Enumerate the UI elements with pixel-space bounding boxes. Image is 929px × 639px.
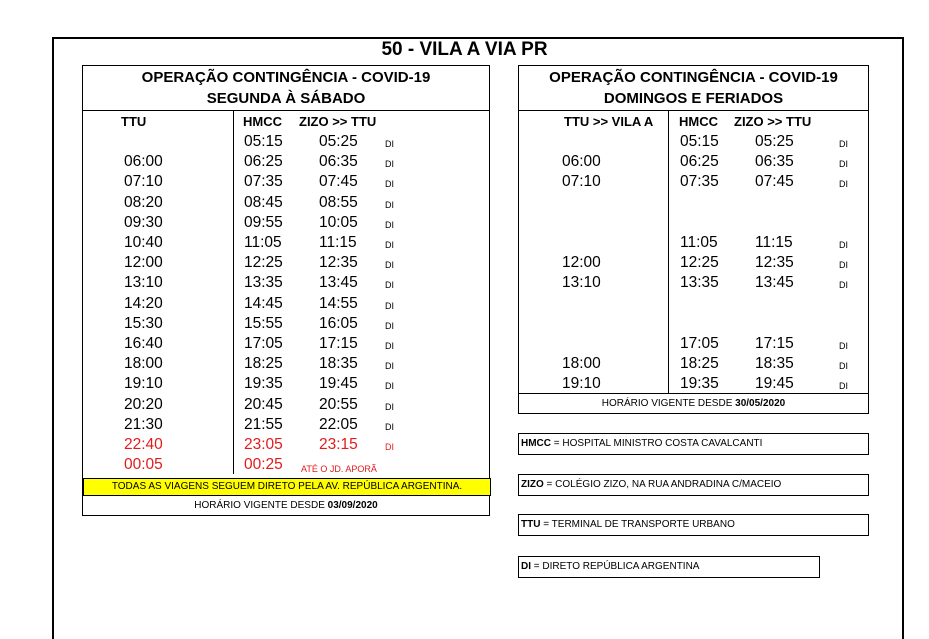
legend-ttu — [518, 514, 869, 536]
hmcc-time: 06:25 — [244, 153, 283, 171]
hmcc-time: 08:45 — [244, 193, 283, 211]
valid-prefix: HORÁRIO VIGENTE DESDE — [601, 398, 736, 409]
hmcc-time: 17:05 — [680, 335, 719, 352]
zizo-time: 11:15 — [319, 234, 357, 251]
hmcc-time: 14:45 — [244, 294, 283, 312]
col-header-ttu: TTU — [121, 114, 147, 129]
legend-key: HMCC — [521, 438, 551, 449]
weekend-schedule — [518, 65, 869, 414]
route-tag: DI — [385, 341, 394, 351]
table-row — [83, 273, 489, 293]
legend-key: TTU — [521, 519, 541, 530]
legend-text: = HOSPITAL MINISTRO COSTA CAVALCANTI — [551, 438, 763, 449]
zizo-time: 18:35 — [755, 355, 794, 373]
route-tag: DI — [385, 401, 394, 412]
table-row — [519, 172, 868, 192]
table-row — [83, 314, 489, 334]
ttu-time: 12:00 — [124, 254, 163, 272]
table-row — [83, 132, 489, 152]
hmcc-time: 09:55 — [244, 213, 283, 231]
ttu-time: 06:00 — [124, 153, 163, 171]
table-row — [83, 253, 489, 273]
route-tag: DI — [839, 341, 848, 351]
ttu-time: 10:40 — [124, 234, 163, 251]
hmcc-time: 12:25 — [680, 254, 719, 272]
hmcc-time: 05:15 — [680, 133, 719, 150]
legend-hmcc — [518, 433, 869, 455]
table-row — [83, 152, 489, 172]
ttu-time: 19:10 — [124, 375, 163, 393]
route-tag: DI — [385, 240, 394, 250]
zizo-time: 10:05 — [319, 213, 358, 231]
table-row — [519, 193, 868, 213]
col-header-hmcc: HMCC — [243, 114, 282, 129]
ttu-time: 18:00 — [562, 355, 601, 373]
hmcc-time: 19:35 — [680, 375, 719, 393]
table-row — [83, 435, 489, 455]
table-row — [519, 294, 868, 314]
table-row — [83, 354, 489, 374]
ttu-time: 07:10 — [124, 173, 163, 191]
hmcc-time: 13:35 — [244, 274, 283, 292]
zizo-time: 16:05 — [319, 314, 358, 332]
ttu-time: 09:30 — [124, 213, 163, 231]
route-tag: DI — [839, 361, 848, 372]
zizo-time: 05:25 — [755, 133, 794, 150]
route-tag: DI — [839, 139, 848, 149]
zizo-time: 18:35 — [319, 355, 358, 373]
ttu-time: 08:20 — [124, 193, 163, 211]
valid-date: 03/09/2020 — [327, 500, 378, 511]
table-row — [519, 354, 868, 374]
route-tag: DI — [839, 260, 848, 271]
legend-text: = COLÉGIO ZIZO, NA RUA ANDRADINA C/MACEIO — [543, 479, 782, 490]
zizo-time: 22:05 — [319, 415, 358, 433]
zizo-time: 17:15 — [319, 335, 358, 352]
hmcc-time: 13:35 — [680, 274, 719, 292]
table-row — [83, 334, 489, 354]
zizo-time: 14:55 — [319, 294, 358, 312]
weekend-header-line2: DOMINGOS E FERIADOS — [603, 90, 784, 107]
route-tag: DI — [385, 139, 394, 149]
route-tag: DI — [385, 300, 394, 311]
hmcc-time: 07:35 — [680, 173, 719, 191]
table-row — [83, 213, 489, 233]
route-tag: DI — [839, 159, 848, 170]
route-tag: DI — [385, 320, 394, 331]
weekend-valid-since — [519, 397, 868, 411]
table-row — [519, 314, 868, 334]
ttu-time: 14:20 — [124, 294, 163, 312]
hmcc-time: 19:35 — [244, 375, 283, 393]
route-tag: DI — [385, 280, 394, 291]
table-row — [83, 395, 489, 415]
hmcc-time: 18:25 — [244, 355, 283, 373]
page-title: 50 - VILA A VIA PR — [381, 39, 548, 60]
table-row — [83, 193, 489, 213]
ttu-time: 12:00 — [562, 254, 601, 272]
zizo-time: 05:25 — [319, 133, 358, 150]
table-row — [83, 233, 489, 253]
route-tag: DI — [385, 199, 394, 210]
divider — [83, 110, 489, 111]
ttu-time: 07:10 — [562, 173, 601, 191]
zizo-time: 08:55 — [319, 193, 358, 211]
table-row — [83, 172, 489, 192]
table-row — [519, 253, 868, 273]
legend-text: = TERMINAL DE TRANSPORTE URBANO — [540, 519, 735, 530]
valid-prefix: HORÁRIO VIGENTE DESDE — [194, 500, 328, 511]
hmcc-time: 15:55 — [244, 314, 283, 332]
table-row — [519, 213, 868, 233]
ttu-time: 16:40 — [124, 335, 163, 352]
table-row — [83, 374, 489, 394]
valid-date: 30/05/2020 — [735, 398, 786, 409]
hmcc-time: 12:25 — [244, 254, 283, 272]
route-tag: DI — [385, 179, 394, 190]
route-tag: DI — [839, 240, 848, 250]
col-header-ttu: TTU >> VILA A — [564, 114, 654, 129]
route-tag: DI — [385, 442, 394, 452]
col-header-zizo: ZIZO >> TTU — [734, 114, 812, 129]
table-row — [83, 455, 489, 475]
ttu-time: 06:00 — [562, 153, 601, 171]
route-tag: DI — [385, 260, 394, 271]
yellow-note: TODAS AS VIAGENS SEGUEM DIRETO PELA AV. REPÚBLICA ARGENTINA. — [83, 478, 491, 496]
zizo-time: 06:35 — [319, 153, 358, 171]
route-tag: DI — [385, 421, 394, 432]
hmcc-time: 05:15 — [244, 133, 283, 150]
zizo-time: 19:45 — [755, 375, 794, 393]
zizo-time: 12:35 — [319, 254, 358, 272]
ttu-time: 19:10 — [562, 375, 601, 393]
divider — [519, 110, 868, 111]
weekend-header-line1: OPERAÇÃO CONTINGÊNCIA - COVID-19 — [549, 69, 838, 86]
ttu-time: 21:30 — [124, 415, 163, 433]
hmcc-time: 00:25 — [244, 456, 283, 474]
ttu-time: 00:05 — [124, 456, 163, 474]
ttu-time: 15:30 — [124, 314, 163, 332]
route-tag: DI — [385, 219, 394, 230]
weekday-valid-since — [83, 499, 489, 513]
hmcc-time: 17:05 — [244, 335, 283, 352]
legend-zizo — [518, 474, 869, 496]
table-row — [519, 273, 868, 293]
ttu-time: 18:00 — [124, 355, 163, 373]
legend-text: = DIRETO REPÚBLICA ARGENTINA — [531, 561, 700, 572]
route-tag: DI — [839, 179, 848, 190]
hmcc-time: 06:25 — [680, 153, 719, 171]
zizo-time: 19:45 — [319, 375, 358, 393]
table-row — [519, 334, 868, 354]
table-row — [83, 294, 489, 314]
table-row — [519, 152, 868, 172]
hmcc-time: 11:05 — [244, 234, 282, 251]
zizo-time: 17:15 — [755, 335, 794, 352]
ttu-time: 13:10 — [562, 274, 601, 292]
legend-key: ZIZO — [521, 479, 544, 490]
table-row — [83, 415, 489, 435]
ttu-time: 20:20 — [124, 395, 163, 413]
zizo-time: 23:15 — [319, 436, 358, 453]
weekday-header-line2: SEGUNDA À SÁBADO — [206, 90, 366, 107]
table-row — [519, 233, 868, 253]
route-tag: DI — [839, 280, 848, 291]
route-tag: DI — [385, 381, 394, 392]
legend-key: DI — [521, 561, 531, 572]
route-tag: ATÉ O JD. APORÃ — [301, 464, 377, 475]
zizo-time: 13:45 — [755, 274, 794, 292]
zizo-time: 12:35 — [755, 254, 794, 272]
col-header-hmcc: HMCC — [679, 114, 718, 129]
zizo-time: 11:15 — [755, 234, 793, 251]
hmcc-time: 20:45 — [244, 395, 283, 413]
route-tag: DI — [385, 361, 394, 372]
weekday-header-line1: OPERAÇÃO CONTINGÊNCIA - COVID-19 — [141, 69, 431, 86]
hmcc-time: 18:25 — [680, 355, 719, 373]
hmcc-time: 21:55 — [244, 415, 283, 433]
zizo-time: 13:45 — [319, 274, 358, 292]
table-row — [519, 374, 868, 394]
table-row — [519, 132, 868, 152]
hmcc-time: 07:35 — [244, 173, 283, 191]
legend-di — [518, 556, 820, 578]
hmcc-time: 23:05 — [244, 436, 283, 453]
weekday-schedule — [82, 65, 490, 516]
ttu-time: 22:40 — [124, 436, 163, 453]
zizo-time: 07:45 — [319, 173, 358, 191]
route-tag: DI — [385, 159, 394, 170]
zizo-time: 07:45 — [755, 173, 794, 191]
hmcc-time: 11:05 — [680, 234, 718, 251]
route-tag: DI — [839, 381, 848, 392]
ttu-time: 13:10 — [124, 274, 163, 292]
zizo-time: 20:55 — [319, 395, 358, 413]
col-header-zizo: ZIZO >> TTU — [299, 114, 377, 129]
zizo-time: 06:35 — [755, 153, 794, 171]
